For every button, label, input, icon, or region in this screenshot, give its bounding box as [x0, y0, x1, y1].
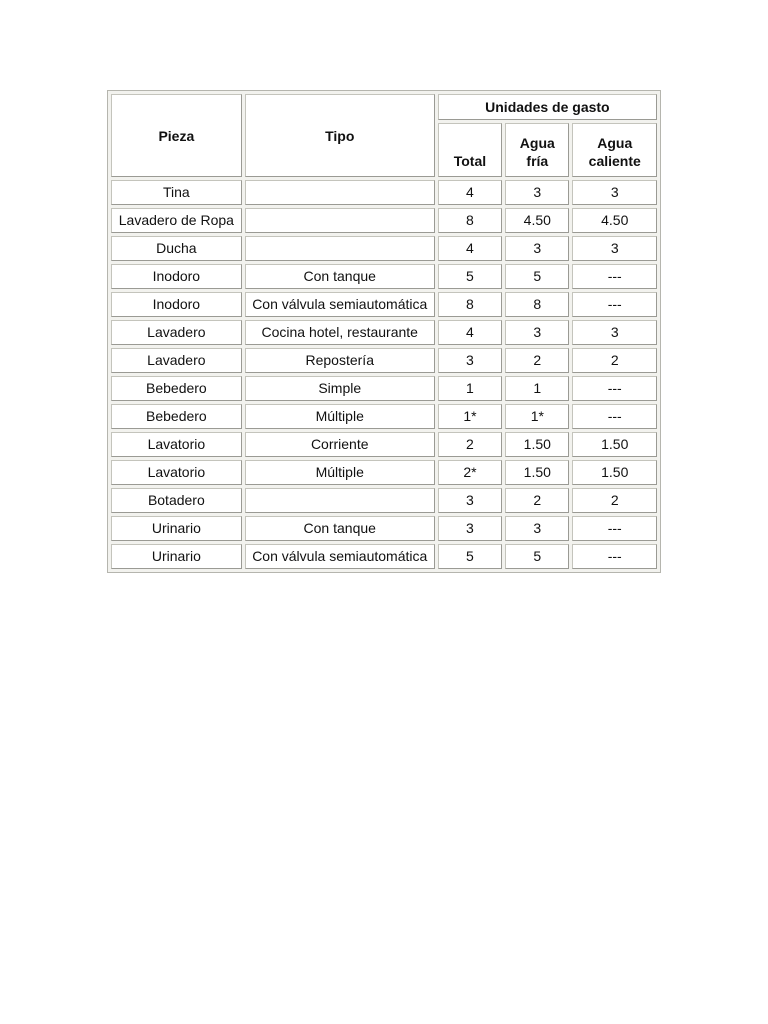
header-unidades-de-gasto: Unidades de gasto: [438, 94, 657, 120]
cell-total: 4: [438, 236, 502, 261]
cell-agua-fria: 1*: [505, 404, 569, 429]
cell-pieza: Inodoro: [111, 264, 242, 289]
cell-agua-caliente: 1.50: [572, 460, 657, 485]
header-agua-fria-line2: fría: [526, 153, 549, 169]
cell-tipo: Con válvula semiautomática: [245, 544, 435, 569]
header-total: [438, 123, 502, 177]
table-row: [111, 488, 657, 513]
cell-pieza: Lavadero: [111, 348, 242, 373]
table-row: [111, 320, 657, 345]
table-row: [111, 404, 657, 429]
table-row: [111, 292, 657, 317]
cell-tipo: Con tanque: [245, 516, 435, 541]
cell-total: 3: [438, 488, 502, 513]
header-agua-caliente: [572, 123, 657, 177]
cell-agua-caliente: ---: [572, 544, 657, 569]
cell-agua-caliente: 2: [572, 348, 657, 373]
table-body: [111, 180, 657, 569]
header-total-label: Total: [453, 153, 487, 169]
cell-tipo: Con tanque: [245, 264, 435, 289]
cell-tipo: Repostería: [245, 348, 435, 373]
cell-pieza: Lavatorio: [111, 460, 242, 485]
cell-total: 3: [438, 516, 502, 541]
table-row: [111, 376, 657, 401]
cell-agua-fria: 5: [505, 544, 569, 569]
cell-pieza: Urinario: [111, 544, 242, 569]
cell-pieza: Inodoro: [111, 292, 242, 317]
cell-agua-fria: 2: [505, 348, 569, 373]
cell-pieza: Bebedero: [111, 376, 242, 401]
cell-agua-caliente: 2: [572, 488, 657, 513]
units-table-container: [107, 90, 661, 573]
cell-agua-caliente: 3: [572, 180, 657, 205]
cell-pieza: Bebedero: [111, 404, 242, 429]
cell-agua-caliente: ---: [572, 376, 657, 401]
cell-agua-fria: 1.50: [505, 432, 569, 457]
cell-agua-fria: 3: [505, 180, 569, 205]
cell-tipo: Con válvula semiautomática: [245, 292, 435, 317]
cell-pieza: Botadero: [111, 488, 242, 513]
cell-total: 8: [438, 292, 502, 317]
cell-agua-caliente: ---: [572, 516, 657, 541]
cell-total: 8: [438, 208, 502, 233]
table-row: [111, 208, 657, 233]
cell-agua-fria: 2: [505, 488, 569, 513]
header-tipo: Tipo: [245, 94, 435, 177]
cell-tipo: [245, 208, 435, 233]
cell-total: 5: [438, 264, 502, 289]
table-row: [111, 264, 657, 289]
cell-agua-caliente: ---: [572, 264, 657, 289]
cell-agua-caliente: 1.50: [572, 432, 657, 457]
header-agua-caliente-line1: Agua: [597, 135, 633, 151]
table-row: [111, 516, 657, 541]
header-agua-caliente-line2: caliente: [588, 153, 641, 169]
cell-agua-fria: 3: [505, 516, 569, 541]
cell-agua-fria: 3: [505, 236, 569, 261]
cell-pieza: Lavadero: [111, 320, 242, 345]
cell-total: 4: [438, 320, 502, 345]
cell-total: 1*: [438, 404, 502, 429]
header-agua-fria: [505, 123, 569, 177]
cell-agua-fria: 4.50: [505, 208, 569, 233]
cell-pieza: Lavadero de Ropa: [111, 208, 242, 233]
cell-tipo: [245, 488, 435, 513]
cell-agua-fria: 5: [505, 264, 569, 289]
cell-tipo: Simple: [245, 376, 435, 401]
cell-agua-fria: 8: [505, 292, 569, 317]
cell-pieza: Ducha: [111, 236, 242, 261]
table-row: [111, 460, 657, 485]
cell-agua-caliente: 3: [572, 236, 657, 261]
cell-total: 5: [438, 544, 502, 569]
cell-pieza: Lavatorio: [111, 432, 242, 457]
cell-total: 2*: [438, 460, 502, 485]
cell-total: 2: [438, 432, 502, 457]
table-row: [111, 432, 657, 457]
cell-tipo: Corriente: [245, 432, 435, 457]
header-row-top: [111, 94, 657, 120]
cell-agua-caliente: 4.50: [572, 208, 657, 233]
cell-tipo: Múltiple: [245, 404, 435, 429]
cell-agua-caliente: 3: [572, 320, 657, 345]
cell-agua-fria: 1: [505, 376, 569, 401]
table-row: [111, 348, 657, 373]
table-row: [111, 180, 657, 205]
cell-tipo: Cocina hotel, restaurante: [245, 320, 435, 345]
cell-tipo: Múltiple: [245, 460, 435, 485]
cell-pieza: Urinario: [111, 516, 242, 541]
cell-agua-fria: 1.50: [505, 460, 569, 485]
cell-tipo: [245, 236, 435, 261]
cell-agua-caliente: ---: [572, 404, 657, 429]
header-pieza: Pieza: [111, 94, 242, 177]
cell-agua-fria: 3: [505, 320, 569, 345]
cell-total: 4: [438, 180, 502, 205]
cell-total: 1: [438, 376, 502, 401]
table-row: [111, 544, 657, 569]
cell-pieza: Tina: [111, 180, 242, 205]
cell-total: 3: [438, 348, 502, 373]
table-row: [111, 236, 657, 261]
cell-agua-caliente: ---: [572, 292, 657, 317]
header-agua-fria-line1: Agua: [519, 135, 555, 151]
units-table: [108, 91, 660, 572]
cell-tipo: [245, 180, 435, 205]
